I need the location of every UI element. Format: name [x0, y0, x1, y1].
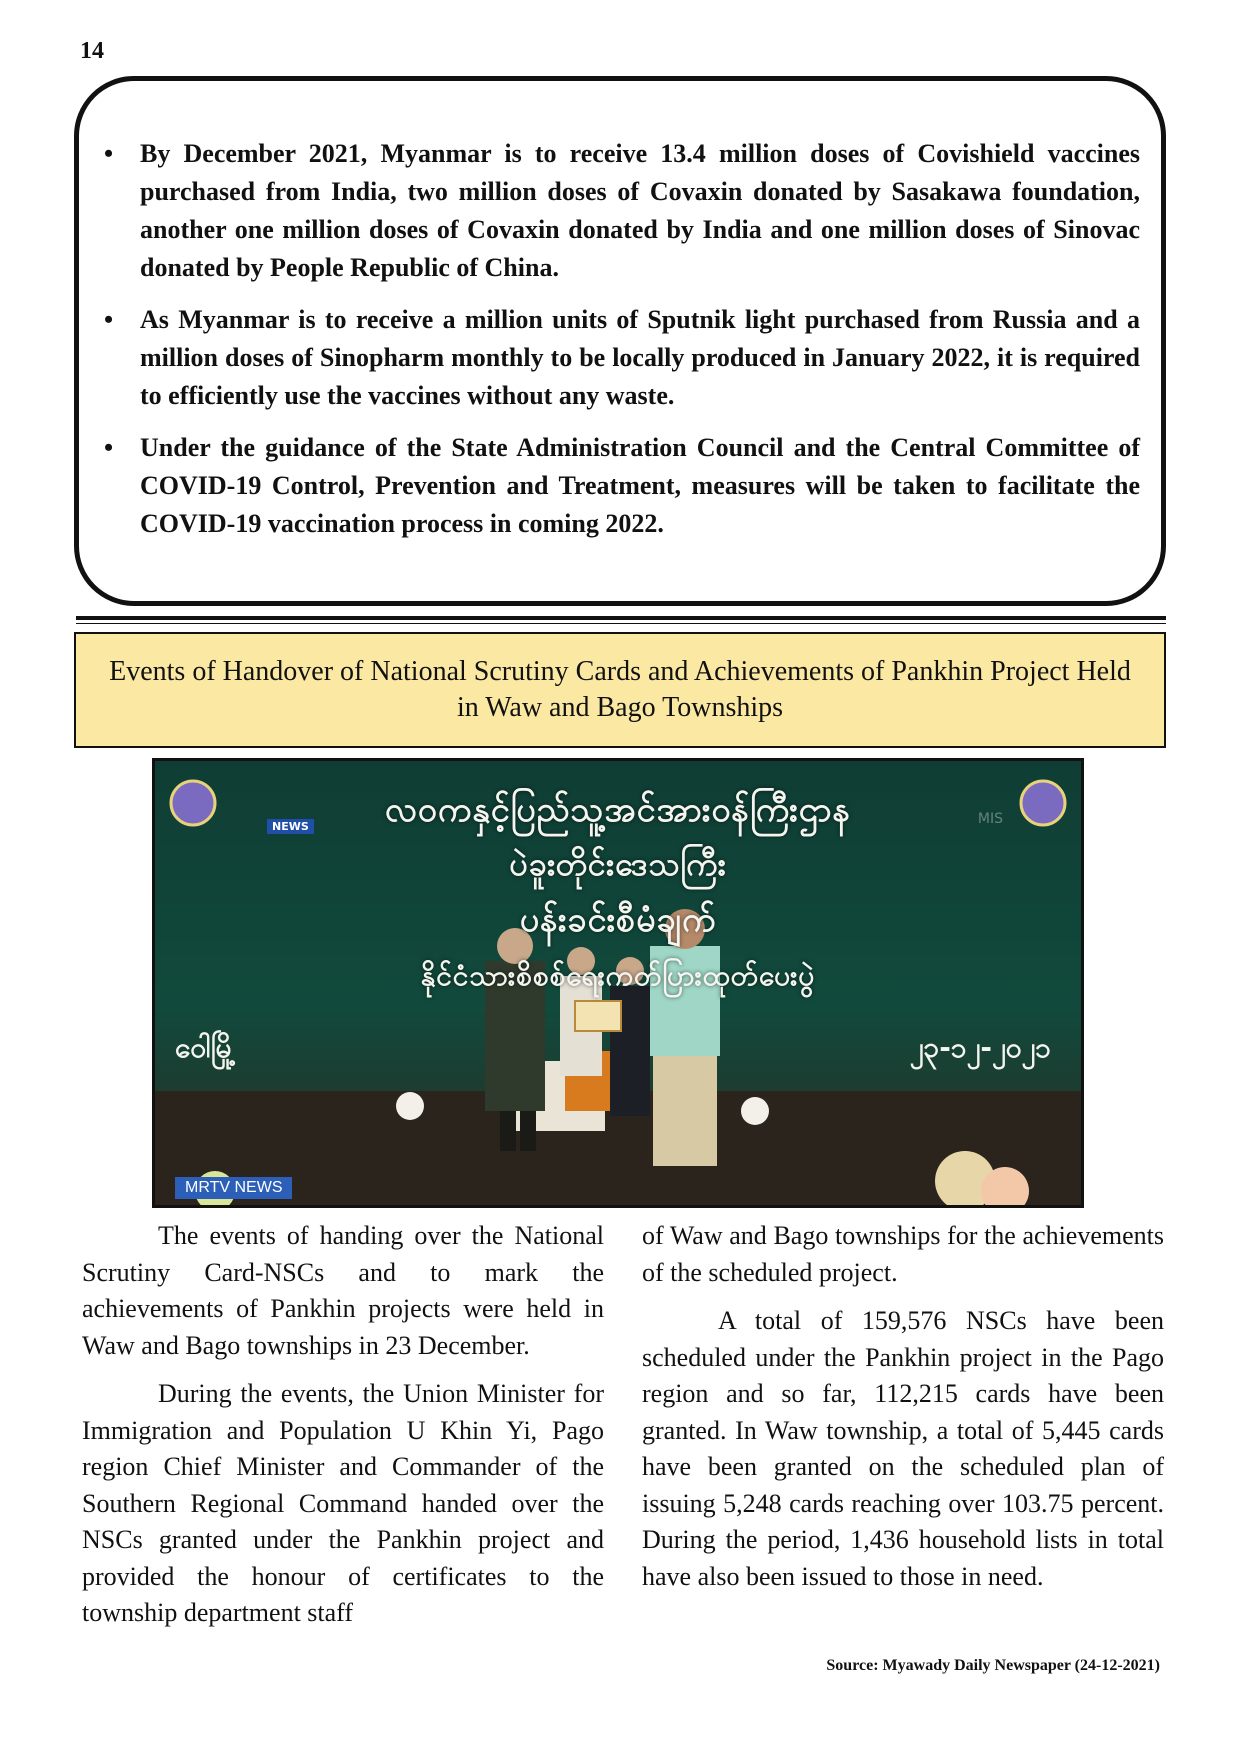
article-paragraph: The events of handing over the National Scrutiny Card-NSCs and to mark the achievements of Pankhin projects were held in Waw and Bago townships in 23 December. [82, 1221, 604, 1360]
banner-location: ဝေါမြို့ [175, 1031, 236, 1064]
banner-date: ၂၃-၁၂-၂၀၂၁ [909, 1031, 1051, 1064]
flower-decoration [396, 1092, 424, 1120]
bullet-list [140, 135, 1140, 557]
article-column-right [642, 1218, 1164, 1607]
headline-box [74, 632, 1166, 748]
bullet-item: • As Myanmar is to receive a million units of Sputnik light purchased from Russia and a million doses of Sinopharm monthly to be locally produced in January 2022, it is required to efficiently use the vaccines without any waste. [140, 301, 1140, 415]
flower-decoration [741, 1097, 769, 1125]
person-longyi [653, 1056, 717, 1166]
news-tag: NEWS [267, 819, 314, 834]
watermark: MIS [977, 811, 1003, 827]
banner-line: ပဲခူးတိုင်းဒေသကြီး [509, 845, 727, 883]
bullet-item: • Under the guidance of the State Administration Council and the Central Committee of COVID-19 Control, Prevention and Treatment, measures will be taken to facilitate the COVID-19 vaccination process in coming 2022. [140, 429, 1140, 543]
page-number: 14 [80, 38, 104, 64]
article-headline: Events of Handover of National Scrutiny Cards and Achievements of Pankhin Project Held in Waw and Bago Townships [109, 656, 1131, 723]
bullet-item: • By December 2021, Myanmar is to receive 13.4 million doses of Covishield vaccines purchased from India, two million doses of Covaxin donated by Sasakawa foundation, another one million doses of Covaxin donated by India and one million doses of Sinovac donated by People Republic of China. [140, 135, 1140, 287]
divider [76, 623, 1166, 624]
certificate [575, 1001, 621, 1031]
article-column-left [82, 1218, 604, 1644]
news-photo [152, 758, 1084, 1208]
mrtv-news-tag: MRTV NEWS [175, 1177, 292, 1199]
banner-line: လဝကနှင့်ပြည်သူ့အင်အားဝန်ကြီးဌာန [384, 790, 852, 830]
divider [76, 616, 1166, 620]
banner-line: နိုင်ငံသားစိစစ်ရေးကတ်ပြားထုတ်ပေးပွဲ [420, 959, 816, 992]
banner-line: ပန်းခင်းစီမံချက် [519, 900, 717, 940]
source-credit: Source: Myawady Daily Newspaper (24-12-2021) [826, 1657, 1160, 1674]
article-paragraph: A total of 159,576 NSCs have been scheduled under the Pankhin project in the Pago region and so far, 112,215 cards have been granted. In Waw township, a total of 5,445 cards have been granted on the scheduled plan of issuing 5,248 cards reaching over 103.75 percent. During the period, 1,436 household lists in total have also been issued to those in need. [642, 1306, 1164, 1591]
article-paragraph: of Waw and Bago townships for the achievements of the scheduled project. [642, 1221, 1164, 1287]
article-paragraph: During the events, the Union Minister for Immigration and Population U Khin Yi, Pago region Chief Minister and Commander of the Southern Regional Command handed over the NSCs granted under the Pankhin project and provided the honour of certificates to the township department staff [82, 1379, 604, 1627]
